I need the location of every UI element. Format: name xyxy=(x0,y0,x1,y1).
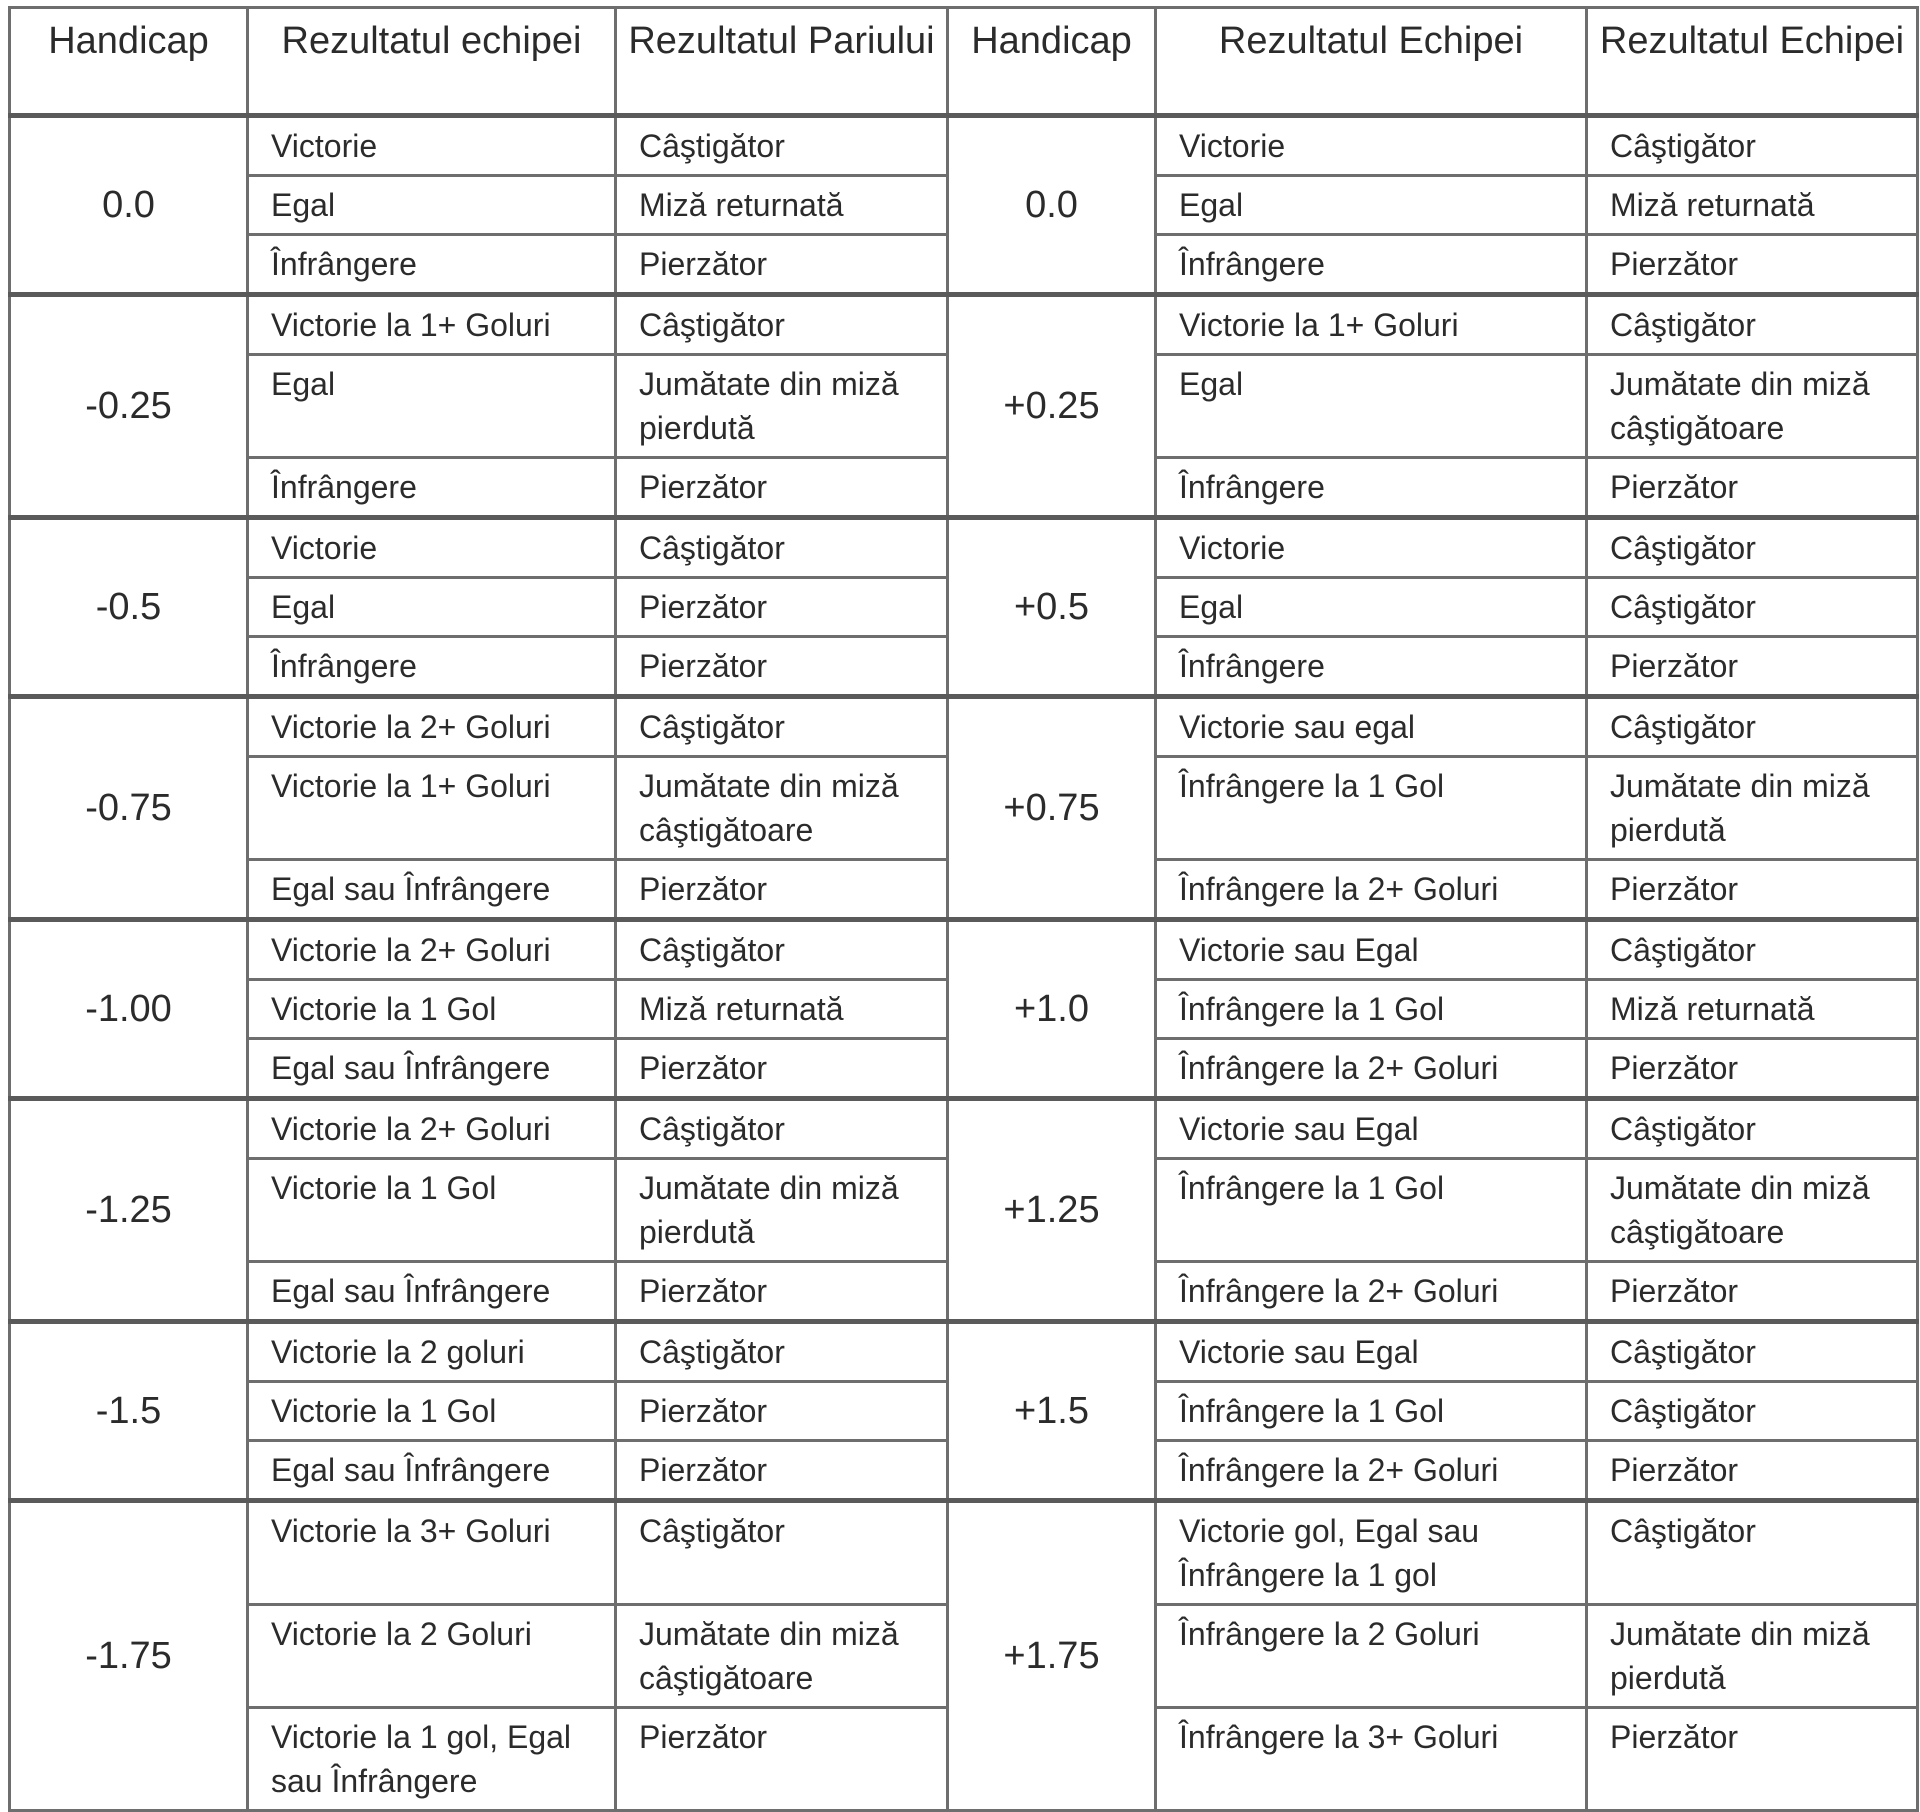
team-result-left: Victorie la 2 Goluri xyxy=(248,1605,616,1708)
handicap-value-right: +1.25 xyxy=(948,1099,1156,1322)
bet-result-left: Câştigător xyxy=(616,295,948,355)
team-result-right: Înfrângere la 1 Gol xyxy=(1156,980,1587,1039)
team-result-left: Egal xyxy=(248,578,616,637)
team-result-left: Egal sau Înfrângere xyxy=(248,860,616,920)
bet-result-right: Pierzător xyxy=(1587,1708,1918,1811)
bet-result-left: Câştigător xyxy=(616,1501,948,1605)
bet-result-right: Pierzător xyxy=(1587,235,1918,295)
team-result-right: Egal xyxy=(1156,355,1587,458)
table-container xyxy=(8,6,1916,1812)
table-header xyxy=(10,8,1918,116)
bet-result-right: Jumătate din miză pierdută xyxy=(1587,757,1918,860)
header-handicap-right: Handicap xyxy=(948,8,1156,116)
handicap-value-left: -1.00 xyxy=(10,920,248,1099)
team-result-right: Înfrângere la 2 Goluri xyxy=(1156,1605,1587,1708)
team-result-right: Victorie gol, Egal sau Înfrângere la 1 gol xyxy=(1156,1501,1587,1605)
team-result-right: Înfrângere xyxy=(1156,458,1587,518)
bet-result-left: Pierzător xyxy=(616,1039,948,1099)
bet-result-left: Câştigător xyxy=(616,1322,948,1382)
table-row xyxy=(10,116,1918,176)
bet-result-left: Miză returnată xyxy=(616,980,948,1039)
team-result-left: Victorie la 3+ Goluri xyxy=(248,1501,616,1605)
bet-result-right: Câştigător xyxy=(1587,1382,1918,1441)
bet-result-right: Câştigător xyxy=(1587,518,1918,578)
handicap-value-right: 0.0 xyxy=(948,116,1156,295)
team-result-right: Înfrângere la 2+ Goluri xyxy=(1156,1441,1587,1501)
table-row xyxy=(10,295,1918,355)
bet-result-right: Pierzător xyxy=(1587,1039,1918,1099)
bet-result-right: Pierzător xyxy=(1587,1441,1918,1501)
team-result-left: Victorie la 1 Gol xyxy=(248,980,616,1039)
bet-result-right: Pierzător xyxy=(1587,637,1918,697)
team-result-left: Victorie la 1 gol, Egal sau Înfrângere xyxy=(248,1708,616,1811)
bet-result-right: Jumătate din miză pierdută xyxy=(1587,1605,1918,1708)
handicap-value-left: -0.75 xyxy=(10,697,248,920)
table-row xyxy=(10,1501,1918,1605)
team-result-left: Victorie xyxy=(248,518,616,578)
bet-result-right: Câştigător xyxy=(1587,1501,1918,1605)
bet-result-right: Câştigător xyxy=(1587,116,1918,176)
bet-result-right: Câştigător xyxy=(1587,920,1918,980)
team-result-right: Înfrângere la 2+ Goluri xyxy=(1156,1262,1587,1322)
header-row xyxy=(10,8,1918,116)
bet-result-right: Câştigător xyxy=(1587,697,1918,757)
bet-result-right: Câştigător xyxy=(1587,578,1918,637)
team-result-right: Victorie la 1+ Goluri xyxy=(1156,295,1587,355)
bet-result-left: Pierzător xyxy=(616,1382,948,1441)
team-result-right: Victorie sau Egal xyxy=(1156,1322,1587,1382)
team-result-right: Înfrângere la 2+ Goluri xyxy=(1156,860,1587,920)
team-result-left: Victorie la 1 Gol xyxy=(248,1159,616,1262)
table-row xyxy=(10,1322,1918,1382)
team-result-left: Înfrângere xyxy=(248,458,616,518)
team-result-right: Victorie sau Egal xyxy=(1156,920,1587,980)
bet-result-right: Pierzător xyxy=(1587,458,1918,518)
bet-result-left: Jumătate din miză pierdută xyxy=(616,1159,948,1262)
team-result-left: Egal sau Înfrângere xyxy=(248,1039,616,1099)
handicap-value-right: +0.75 xyxy=(948,697,1156,920)
team-result-right: Înfrângere la 1 Gol xyxy=(1156,757,1587,860)
bet-result-left: Pierzător xyxy=(616,1708,948,1811)
team-result-left: Egal sau Înfrângere xyxy=(248,1262,616,1322)
team-result-left: Victorie xyxy=(248,116,616,176)
team-result-left: Victorie la 1+ Goluri xyxy=(248,757,616,860)
team-result-right: Înfrângere xyxy=(1156,235,1587,295)
team-result-right: Înfrângere la 3+ Goluri xyxy=(1156,1708,1587,1811)
bet-result-right: Pierzător xyxy=(1587,860,1918,920)
bet-result-left: Pierzător xyxy=(616,578,948,637)
handicap-value-right: +0.25 xyxy=(948,295,1156,518)
bet-result-left: Pierzător xyxy=(616,637,948,697)
team-result-right: Victorie xyxy=(1156,116,1587,176)
header-team-result-left: Rezultatul echipei xyxy=(248,8,616,116)
table-row xyxy=(10,518,1918,578)
team-result-right: Înfrângere la 1 Gol xyxy=(1156,1159,1587,1262)
bet-result-left: Câştigător xyxy=(616,518,948,578)
bet-result-right: Jumătate din miză câştigătoare xyxy=(1587,355,1918,458)
handicap-table xyxy=(8,6,1919,1812)
team-result-right: Înfrângere la 1 Gol xyxy=(1156,1382,1587,1441)
handicap-value-left: -0.5 xyxy=(10,518,248,697)
bet-result-right: Câştigător xyxy=(1587,1322,1918,1382)
team-result-right: Înfrângere la 2+ Goluri xyxy=(1156,1039,1587,1099)
handicap-value-right: +1.0 xyxy=(948,920,1156,1099)
table-row xyxy=(10,697,1918,757)
team-result-right: Victorie xyxy=(1156,518,1587,578)
handicap-value-left: -1.75 xyxy=(10,1501,248,1811)
bet-result-right: Miză returnată xyxy=(1587,176,1918,235)
team-result-left: Egal sau Înfrângere xyxy=(248,1441,616,1501)
handicap-value-left: -1.25 xyxy=(10,1099,248,1322)
team-result-left: Victorie la 1+ Goluri xyxy=(248,295,616,355)
handicap-value-right: +1.5 xyxy=(948,1322,1156,1501)
team-result-right: Egal xyxy=(1156,176,1587,235)
team-result-left: Victorie la 2 goluri xyxy=(248,1322,616,1382)
team-result-right: Victorie sau egal xyxy=(1156,697,1587,757)
handicap-value-left: 0.0 xyxy=(10,116,248,295)
team-result-left: Victorie la 2+ Goluri xyxy=(248,1099,616,1159)
bet-result-left: Câştigător xyxy=(616,697,948,757)
header-bet-result-right: Rezultatul Echipei xyxy=(1587,8,1918,116)
bet-result-left: Pierzător xyxy=(616,860,948,920)
bet-result-left: Pierzător xyxy=(616,458,948,518)
team-result-right: Victorie sau Egal xyxy=(1156,1099,1587,1159)
bet-result-right: Câştigător xyxy=(1587,295,1918,355)
bet-result-left: Pierzător xyxy=(616,235,948,295)
team-result-right: Egal xyxy=(1156,578,1587,637)
header-team-result-right: Rezultatul Echipei xyxy=(1156,8,1587,116)
bet-result-left: Pierzător xyxy=(616,1441,948,1501)
team-result-left: Victorie la 2+ Goluri xyxy=(248,697,616,757)
handicap-value-right: +1.75 xyxy=(948,1501,1156,1811)
bet-result-left: Miză returnată xyxy=(616,176,948,235)
header-bet-result-left: Rezultatul Pariului xyxy=(616,8,948,116)
handicap-value-left: -1.5 xyxy=(10,1322,248,1501)
team-result-left: Victorie la 1 Gol xyxy=(248,1382,616,1441)
bet-result-left: Câştigător xyxy=(616,116,948,176)
bet-result-right: Jumătate din miză câştigătoare xyxy=(1587,1159,1918,1262)
team-result-left: Înfrângere xyxy=(248,235,616,295)
bet-result-left: Pierzător xyxy=(616,1262,948,1322)
table-body xyxy=(10,116,1918,1811)
bet-result-left: Jumătate din miză pierdută xyxy=(616,355,948,458)
header-handicap-left: Handicap xyxy=(10,8,248,116)
bet-result-left: Câştigător xyxy=(616,1099,948,1159)
table-row xyxy=(10,920,1918,980)
team-result-left: Egal xyxy=(248,355,616,458)
handicap-value-left: -0.25 xyxy=(10,295,248,518)
bet-result-left: Câştigător xyxy=(616,920,948,980)
team-result-left: Victorie la 2+ Goluri xyxy=(248,920,616,980)
bet-result-right: Câştigător xyxy=(1587,1099,1918,1159)
bet-result-right: Miză returnată xyxy=(1587,980,1918,1039)
bet-result-right: Pierzător xyxy=(1587,1262,1918,1322)
table-row xyxy=(10,1099,1918,1159)
bet-result-left: Jumătate din miză câştigătoare xyxy=(616,1605,948,1708)
team-result-left: Egal xyxy=(248,176,616,235)
team-result-left: Înfrângere xyxy=(248,637,616,697)
bet-result-left: Jumătate din miză câştigătoare xyxy=(616,757,948,860)
handicap-value-right: +0.5 xyxy=(948,518,1156,697)
team-result-right: Înfrângere xyxy=(1156,637,1587,697)
